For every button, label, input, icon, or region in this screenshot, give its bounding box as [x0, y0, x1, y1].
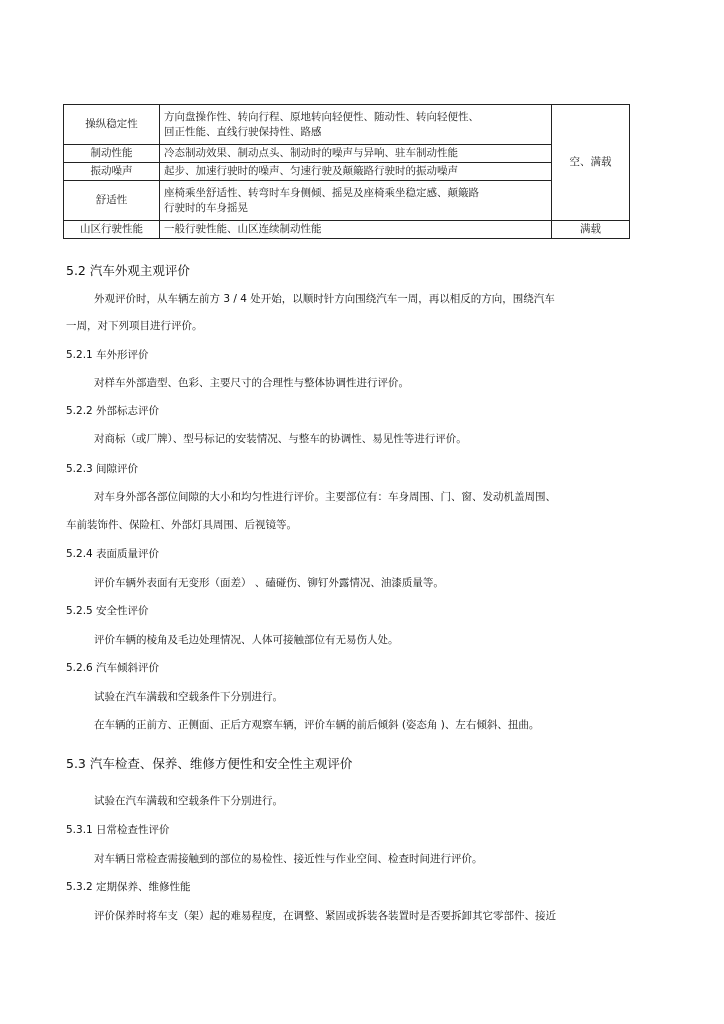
table-cell-desc: 起步、加速行驶时的噪声、匀速行驶及颠簸路行驶时的振动噪声: [160, 163, 552, 181]
paragraph: 对样车外部造型、色彩、主要尺寸的合理性与整体协调性进行评价。: [94, 377, 409, 389]
desc-line: 回正性能、直线行驶保持性、路感: [164, 125, 322, 138]
paragraph: 外观评价时，从车辆左前方 3 / 4 处开始，以顺时针方向围绕汽车一周，再以相反的方向，围绕汽车: [94, 293, 555, 305]
paragraph: 试验在汽车满载和空载条件下分别进行。: [94, 795, 283, 807]
subsection-heading: 5.3.2 定期保养、维修性能: [66, 881, 191, 893]
table-row: [64, 181, 630, 221]
subsection-heading: 5.2.6 汽车倾斜评价: [66, 662, 160, 674]
table-cell-item: 操纵稳定性: [64, 105, 160, 145]
table-cell-desc: 一般行驶性能、山区连续制动性能: [160, 221, 552, 239]
evaluation-table: [63, 104, 630, 239]
table-cell-load: 空、满载: [552, 105, 630, 221]
table-cell-item: 舒适性: [64, 181, 160, 221]
desc-line: 行驶时的车身摇晃: [164, 201, 248, 214]
paragraph: 在车辆的正前方、正侧面、正后方观察车辆，评价车辆的前后倾斜 (姿态角 )、左右倾斜、扭曲。: [94, 719, 540, 731]
subsection-heading: 5.2.4 表面质量评价: [66, 548, 160, 560]
paragraph: 车前装饰件、保险杠、外部灯具周围、后视镜等。: [66, 519, 297, 531]
paragraph: 试验在汽车满载和空载条件下分别进行。: [94, 691, 283, 703]
paragraph: 评价车辆的棱角及毛边处理情况、人体可接触部位有无易伤人处。: [94, 634, 399, 646]
desc-line: 座椅乘坐舒适性、转弯时车身侧倾、摇晃及座椅乘坐稳定感、颠簸路: [164, 186, 479, 199]
paragraph: 对商标（或厂牌）、型号标记的安装情况、与整车的协调性、易见性等进行评价。: [94, 433, 467, 445]
paragraph: 对车身外部各部位间隙的大小和均匀性进行评价。主要部位有：车身周围、门、窗、发动机盖周围、: [94, 491, 556, 503]
table-row: [64, 221, 630, 239]
table-cell-load: 满载: [552, 221, 630, 239]
subsection-heading: 5.2.1 车外形评价: [66, 349, 149, 361]
paragraph: 评价车辆外表面有无变形（面差） 、磕碰伤、铆钉外露情况、油漆质量等。: [94, 577, 444, 589]
table-cell-desc: 冷态制动效果、制动点头、制动时的噪声与异响、驻车制动性能: [160, 145, 552, 163]
subsection-heading: 5.2.3 间隙评价: [66, 463, 139, 475]
table-cell-item: 振动噪声: [64, 163, 160, 181]
table-cell-desc: [160, 105, 552, 145]
paragraph: 评价保养时将车支（架）起的难易程度，在调整、紧固或拆装各装置时是否要拆卸其它零部件、接近: [94, 910, 556, 922]
table-row: [64, 163, 630, 181]
table-row: [64, 145, 630, 163]
section-heading: 5.3 汽车检查、保养、维修方便性和安全性主观评价: [66, 756, 353, 771]
desc-line: 方向盘操作性、转向行程、原地转向轻便性、随动性、转向轻便性、: [164, 110, 479, 123]
paragraph: 一周，对下列项目进行评价。: [66, 320, 203, 332]
paragraph: 对车辆日常检查需接触到的部位的易检性、接近性与作业空间、检查时间进行评价。: [94, 853, 483, 865]
table-cell-item: 制动性能: [64, 145, 160, 163]
table-row: [64, 105, 630, 145]
subsection-heading: 5.3.1 日常检查性评价: [66, 824, 170, 836]
subsection-heading: 5.2.5 安全性评价: [66, 605, 149, 617]
subsection-heading: 5.2.2 外部标志评价: [66, 405, 160, 417]
section-heading: 5.2 汽车外观主观评价: [66, 263, 190, 278]
table-cell-desc: [160, 181, 552, 221]
table-cell-item: 山区行驶性能: [64, 221, 160, 239]
